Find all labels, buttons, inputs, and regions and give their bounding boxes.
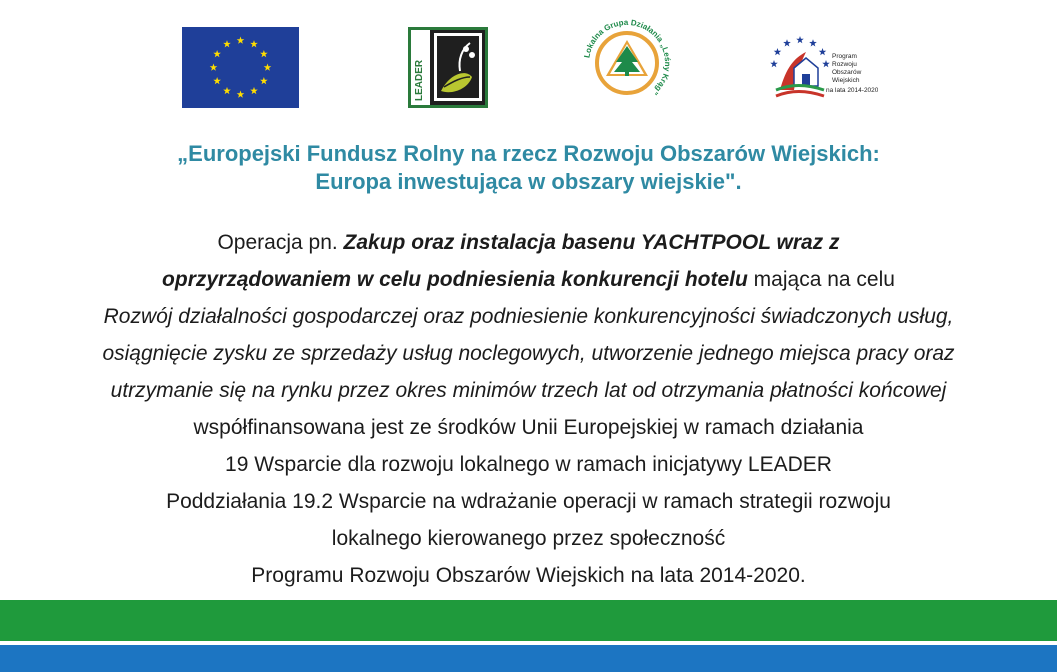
headline [0,140,1057,196]
operation-title-part-2: oprzyrządowaniem w celu podniesienia konkurencji hotelu [162,268,748,291]
description-line-1 [0,224,1057,261]
headline-line-2: Europa inwestująca w obszary wiejskie". [315,169,742,194]
prow-star-icon [783,39,791,46]
footer-stripe-blue [0,645,1057,672]
prow-star-icon [819,48,827,55]
operation-description [0,224,1057,594]
purpose-line-3: utrzymanie się na rynku przez okres minimów trzech lat od otrzymania płatności końcowej [110,379,947,402]
footer-stripe-green [0,600,1057,641]
leader-logo [408,27,488,108]
leader-logo-text: LEADER [414,59,425,101]
eu-flag-logo [182,27,299,108]
funding-line: współfinansowana jest ze środków Unii Europejskiej w ramach działania [193,416,864,439]
prow-star-icon [770,60,778,67]
operation-title-part-1: Zakup oraz instalacja basenu YACHTPOOL wraz z [343,231,840,254]
program-line: Programu Rozwoju Obszarów Wiejskich na lata 2014-2020. [251,564,806,587]
purpose-line-1: Rozwój działalności gospodarczej oraz podniesienie konkurencyjności świadczonych usług, [103,305,954,328]
prow-logo [766,28,878,102]
prow-logo-text-1: Program [832,53,857,60]
logo-bar [0,0,1057,125]
submeasure-line-1: Poddziałania 19.2 Wsparcie na wdrażanie operacji w ramach strategii rozwoju [166,490,891,513]
description-line-2 [0,261,1057,298]
prow-logo-text-3: Obszarów [832,69,862,76]
prow-star-icon [774,48,782,55]
lgd-lesny-krag-logo [582,18,672,108]
prow-star-icon [796,36,804,43]
prow-star-icon [809,39,817,46]
prow-star-icon [822,60,830,67]
prow-logo-text-4: Wiejskich [832,77,860,84]
submeasure-line-2: lokalnego kierowanego przez społeczność [331,527,726,550]
measure-line: 19 Wsparcie dla rozwoju lokalnego w ramach inicjatywy LEADER [225,453,832,476]
intro-text: Operacja pn. [217,231,344,254]
prow-logo-text-5: na lata 2014-2020 [826,87,878,94]
lgd-logo-text: Lokalna Grupa Działania „Leśny Krąg” [582,18,672,97]
purpose-line-2: osiągnięcie zysku ze sprzedaży usług noclegowych, utworzenie jednego miejsca pracy oraz [102,342,955,365]
headline-line-1: „Europejski Fundusz Rolny na rzecz Rozwoju Obszarów Wiejskich: [177,141,880,166]
prow-logo-text-2: Rozwoju [832,61,857,68]
purpose-label: mająca na celu [747,268,895,291]
